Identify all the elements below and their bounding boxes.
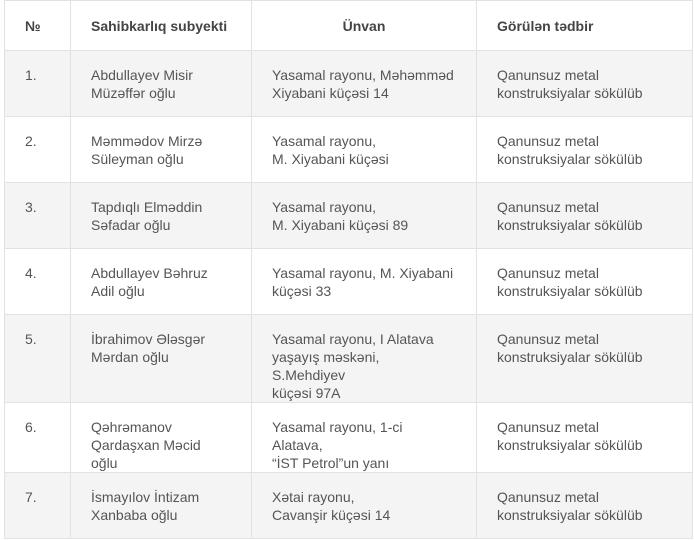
cell-subject [71,51,252,117]
table-body [5,51,693,539]
subject-line: Müzəffər oğlu [91,85,176,101]
cell-number: 5. [5,315,71,403]
address-line: Xətai rayonu, [272,489,355,505]
cell-number: 3. [5,183,71,249]
address-line: Yasamal rayonu, Məhəmməd [272,67,454,83]
address-line: “İST Petrol”un yanı [272,455,390,471]
cell-address [252,403,477,473]
table-row [5,51,693,117]
action-line: Qanunsuz metal [497,133,599,149]
header-action: Görülən tədbir [477,1,693,51]
cell-subject [71,315,252,403]
action-line: Qanunsuz metal [497,331,599,347]
cell-number: 4. [5,249,71,315]
action-line: konstruksiyalar sökülüb [497,217,643,233]
table-row [5,117,693,183]
cell-subject [71,183,252,249]
cell-action [477,51,693,117]
subject-line: İsmayılov İntizam [91,489,200,505]
subject-line: Süleyman oğlu [91,151,184,167]
cell-action [477,249,693,315]
cell-action [477,315,693,403]
table-row [5,249,693,315]
subject-line: Abdullayev Misir [91,67,193,83]
subject-line: Qəhrəmanov [91,419,172,435]
cell-number: 1. [5,51,71,117]
table-header [5,1,693,51]
address-line: M. Xiyabani küçəsi 89 [272,217,409,233]
header-number: № [5,1,71,51]
cell-number: 7. [5,473,71,539]
address-line: M. Xiyabani küçəsi [272,151,389,167]
subject-line: Tapdıqlı Elməddin [91,199,203,215]
table-row [5,403,693,473]
cell-action [477,183,693,249]
action-line: konstruksiyalar sökülüb [497,85,643,101]
header-subject: Sahibkarlıq subyekti [71,1,252,51]
cell-address [252,51,477,117]
address-line: Yasamal rayonu, [272,199,377,215]
subject-line: İbrahimov Ələsgər [91,331,206,347]
address-line: küçəsi 97A [272,385,341,401]
header-row [5,1,693,51]
cell-action [477,473,693,539]
table-row [5,183,693,249]
cell-number: 6. [5,403,71,473]
address-line: Yasamal rayonu, I Alatava [272,331,434,347]
cell-address [252,473,477,539]
address-line: Xiyabani küçəsi 14 [272,85,389,101]
table-row [5,315,693,403]
action-line: konstruksiyalar sökülüb [497,151,643,167]
address-line: Cavanşir küçəsi 14 [272,507,391,523]
action-line: konstruksiyalar sökülüb [497,507,643,523]
subject-line: Adil oğlu [91,283,145,299]
action-line: Qanunsuz metal [497,419,599,435]
cell-address [252,315,477,403]
action-line: konstruksiyalar sökülüb [497,437,643,453]
address-line: Yasamal rayonu, [272,133,377,149]
cell-subject [71,403,252,473]
subject-line: Qardaşxan Məcid oğlu [91,437,201,471]
cell-address [252,249,477,315]
subject-line: Abdullayev Bəhruz [91,265,208,281]
address-line: yaşayış məskəni, S.Mehdiyev [272,349,380,383]
cell-action [477,403,693,473]
table-row [5,473,693,539]
subject-line: Mərdan oğlu [91,349,169,365]
action-line: konstruksiyalar sökülüb [497,283,643,299]
cell-action [477,117,693,183]
cell-subject [71,117,252,183]
address-line: Yasamal rayonu, M. Xiyabani [272,265,454,281]
cell-address [252,117,477,183]
action-line: konstruksiyalar sökülüb [497,349,643,365]
subject-line: Səfadar oğlu [91,217,171,233]
cell-number: 2. [5,117,71,183]
header-address: Ünvan [252,1,477,51]
action-line: Qanunsuz metal [497,67,599,83]
cell-address [252,183,477,249]
action-line: Qanunsuz metal [497,265,599,281]
cell-subject [71,249,252,315]
measures-table [4,0,693,539]
subject-line: Məmmədov Mirzə [91,133,203,149]
cell-subject [71,473,252,539]
action-line: Qanunsuz metal [497,199,599,215]
address-line: Yasamal rayonu, 1-ci Alatava, [272,419,403,453]
action-line: Qanunsuz metal [497,489,599,505]
address-line: küçəsi 33 [272,283,332,299]
subject-line: Xanbaba oğlu [91,507,178,523]
